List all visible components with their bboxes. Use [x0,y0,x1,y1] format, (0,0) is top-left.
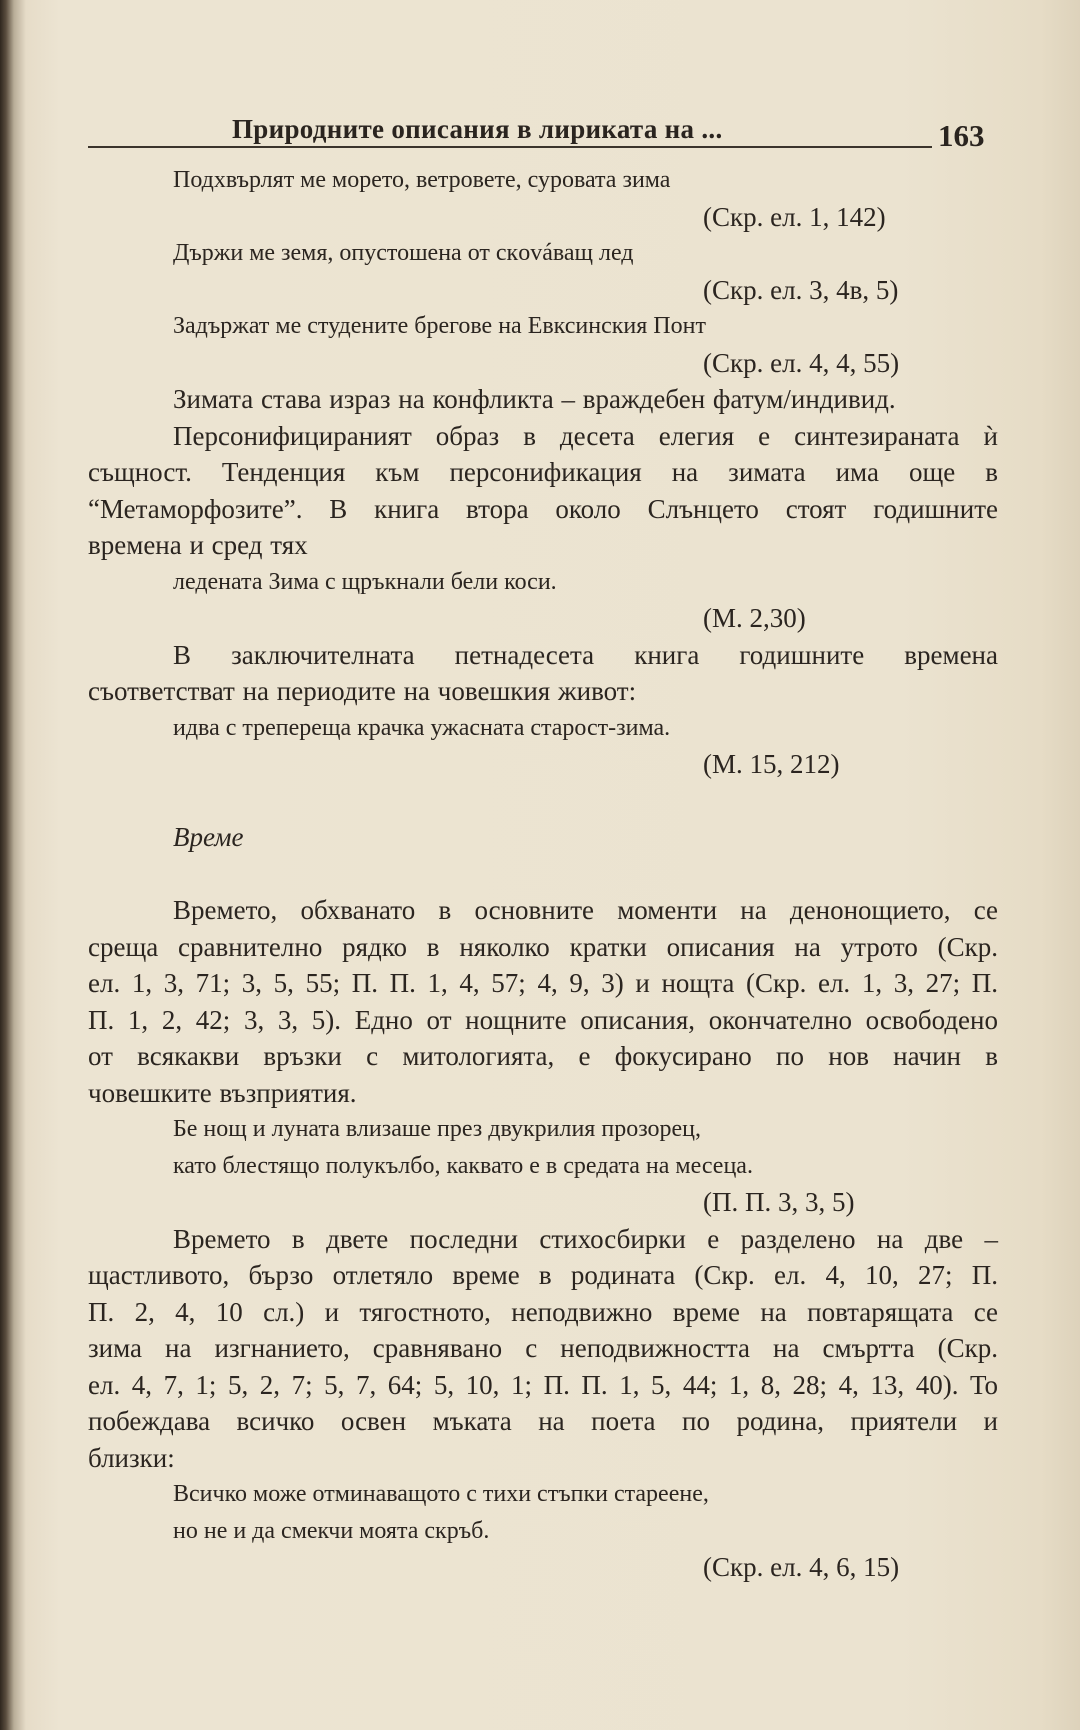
verse-quote [88,235,998,272]
text-line: като блестящо полукълбо, каквато е в средата на месеца. [173,1152,753,1179]
running-header-title: Природните описания в лириката на ... [232,114,723,144]
verse-quote [88,308,998,345]
text-line: от всякакви връзки с митологията, е фокусирано по нов начин в [88,1041,998,1071]
text-line: Времето, обхванато в основните моменти на денонощието, се [173,895,998,925]
text-line: Всичко може отминаващото с тихи стъпки стареене, [173,1481,709,1507]
citation [88,746,998,783]
text-line: побеждава всичко освен мъката на поета по родина, приятели и [88,1406,998,1436]
verse-quote [88,1476,998,1549]
text-line: Персонифицираният образ в десета елегия е синтезираната ѝ [173,420,998,451]
text-line: (М. 2,30) [703,603,806,633]
text-line: (П. П. 3, 3, 5) [703,1187,855,1217]
text-line: близки: [88,1442,175,1473]
paragraph [88,381,998,418]
citation [88,272,998,309]
text-line: същност. Тенденция към персонификация на зимата има още в [88,457,998,487]
text-line: Времето в двете последни стихосбирки е разделено на две – [173,1223,998,1254]
citation [88,345,998,382]
section-heading [88,819,998,856]
text-line: човешките възприятия. [88,1077,357,1108]
text-line: (М. 15, 212) [703,749,840,779]
text-line: Държи ме земя, опустошена от скováващ лед [173,240,634,266]
text-line: Задържат ме студените брегове на Евксинския Понт [173,313,706,339]
verse-quote [88,710,998,747]
text-line: Време [173,822,244,852]
page-body [88,162,998,1586]
text-line: П. 1, 2, 42; 3, 3, 5). Едно от нощните описания, окончателно освободено [88,1004,998,1035]
page-number: 163 [938,118,985,153]
text-line: идва с трепереща крачка ужасната старост-зима. [173,714,671,741]
text-line: но не и да смекчи моята скръб. [173,1517,490,1544]
paragraph [88,418,998,564]
text-line: зима на изгнанието, сравнявано с неподвижността на смъртта (Скр. [88,1333,998,1363]
citation [88,199,998,236]
text-line: (Скр. ел. 4, 6, 15) [703,1552,900,1582]
text-line: В заключителната петнадесета книга годишните времена [173,639,998,670]
text-line: съответстват на периодите на човешкия живот: [88,676,637,706]
text-line: “Метаморфозите”. В книга втора около Слънцето стоят годишните [88,493,998,524]
text-line: (Скр. ел. 1, 142) [703,201,886,232]
text-line: ел. 4, 7, 1; 5, 2, 7; 5, 7, 64; 5, 10, 1; П. П. 1, 5, 44; 1, 8, 28; 4, 13, 40). То [88,1369,998,1400]
verse-quote [88,1111,998,1184]
text-line: (Скр. ел. 4, 4, 55) [703,347,900,378]
text-line: Подхвърлят ме морето, ветровете, суровата зима [173,167,671,193]
paragraph [88,1221,998,1477]
text-line: среща сравнително рядко в няколко кратки описания на утрото (Скр. [88,931,998,962]
text-line: ледената Зима с щръкнали бели коси. [173,568,557,595]
running-header [88,110,998,153]
header-rule [88,146,932,148]
citation [88,600,998,637]
paragraph [88,892,998,1111]
text-line: Бе нощ и луната влизаше през двукрилия прозорец, [173,1116,702,1142]
paragraph [88,637,998,710]
text-line: щастливото, бързо отлетяло време в родината (Скр. ел. 4, 10, 27; П. [88,1260,998,1290]
citation [88,1549,998,1586]
verse-quote [88,564,998,601]
text-line: (Скр. ел. 3, 4в, 5) [703,274,899,305]
citation [88,1184,998,1221]
text-line: времена и сред тях [88,530,308,560]
text-line: П. 2, 4, 10 сл.) и тягостното, неподвижно време на повтарящата се [88,1296,998,1327]
verse-quote [88,162,998,199]
text-line: Зимата става израз на конфликта – враждебен фатум/индивид. [173,384,896,414]
text-line: ел. 1, 3, 71; 3, 5, 55; П. П. 1, 4, 57; 4, 9, 3) и нощта (Скр. ел. 1, 3, 27; П. [88,968,998,998]
